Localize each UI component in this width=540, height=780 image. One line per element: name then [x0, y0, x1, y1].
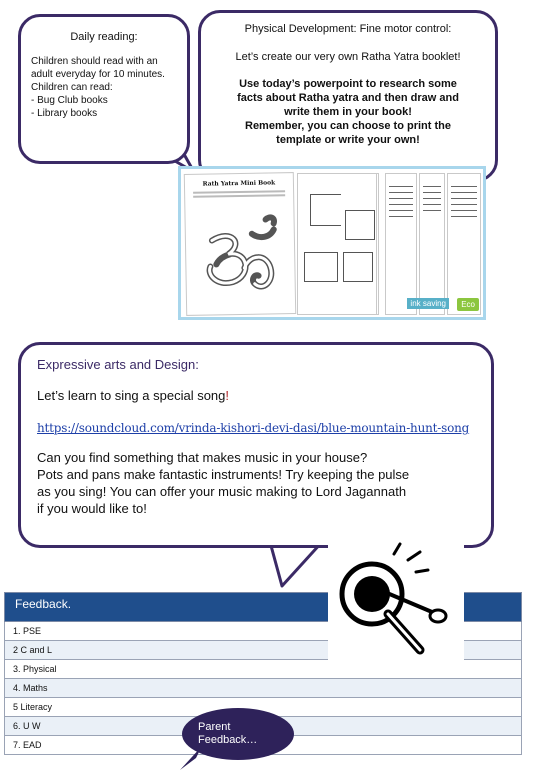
daily-reading-line: Children should read with an	[31, 56, 158, 67]
daily-reading-body	[31, 55, 177, 120]
music-activity-line: if you would like to!	[37, 501, 147, 516]
expressive-arts-bubble	[18, 342, 494, 548]
music-activity-line: as you sing! You can offer your music making to Lord Jagannath	[37, 484, 407, 499]
research-line: write them in your book!	[284, 106, 412, 118]
research-line: Remember, you can choose to print the	[245, 120, 451, 132]
booklet-cover-text-line	[193, 190, 285, 194]
music-activity-line: Pots and pans make fantastic instruments! Try keeping the pulse	[37, 467, 410, 482]
research-instructions	[213, 77, 483, 147]
drawing-box	[345, 210, 375, 240]
booklet-lined-page	[447, 173, 481, 315]
daily-reading-line: adult everyday for 10 minutes.	[31, 69, 165, 80]
pan-drum-icon	[328, 540, 464, 664]
daily-reading-bubble	[18, 14, 190, 164]
feedback-row-uw: 6. U W	[4, 717, 522, 736]
physical-development-bubble	[198, 10, 498, 182]
research-line: template or write your own!	[276, 134, 420, 146]
music-activity-line: Can you find something that makes music in your house?	[37, 450, 368, 465]
booklet-lined-page	[419, 173, 445, 315]
song-intro-text: Let’s learn to sing a special song	[37, 388, 226, 403]
daily-reading-title: Daily reading:	[70, 31, 138, 43]
ink-saving-label: ink saving	[407, 298, 449, 309]
parent-feedback-line: Parent	[198, 721, 231, 733]
feedback-row-literacy: 5 Literacy	[4, 698, 522, 717]
drawing-box	[304, 252, 338, 282]
booklet-title: Rath Yatra Mini Book	[202, 179, 276, 188]
booklet-cover-page	[184, 172, 296, 316]
drawing-box	[343, 252, 373, 282]
parent-feedback-line: Feedback…	[198, 734, 258, 746]
feedback-row-maths: 4. Maths	[4, 679, 522, 698]
booklet-cover-text-line	[193, 194, 285, 198]
research-line: Use today’s powerpoint to research some	[239, 78, 457, 90]
daily-reading-line: - Library books	[31, 108, 98, 119]
eco-badge: Eco	[457, 298, 479, 311]
expressive-arts-title: Expressive arts and Design:	[37, 357, 199, 372]
feedback-row-cl: 2 C and L	[4, 641, 522, 660]
feedback-row-physical: 3. Physical	[4, 660, 522, 679]
song-intro-exclamation: !	[225, 388, 230, 403]
feedback-row-pse: 1. PSE	[4, 622, 522, 641]
physical-development-title: Physical Development: Fine motor control:	[244, 23, 452, 35]
daily-reading-line: Children can read:	[31, 82, 113, 93]
drum-icon-panel	[328, 540, 464, 664]
booklet-instruction: Let’s create our very own Ratha Yatra booklet!	[235, 51, 461, 63]
song-intro	[37, 388, 475, 403]
drawing-box	[310, 194, 342, 226]
daily-reading-line: - Bug Club books	[31, 95, 108, 106]
research-line: facts about Ratha yatra and then draw and	[237, 92, 459, 104]
soundcloud-song-link[interactable]: https://soundcloud.com/vrinda-kishori-devi-dasi/blue-mountain-hunt-song	[37, 421, 470, 435]
booklet-drawing-page	[341, 173, 377, 315]
feedback-table-header: Feedback.	[4, 592, 522, 622]
om-symbol-icon	[191, 209, 293, 311]
booklet-preview-image	[178, 166, 486, 320]
parent-feedback-bubble[interactable]	[182, 708, 294, 760]
feedback-row-ead: 7. EAD	[4, 736, 522, 755]
booklet-lined-page	[385, 173, 417, 315]
music-activity-text	[37, 449, 475, 517]
